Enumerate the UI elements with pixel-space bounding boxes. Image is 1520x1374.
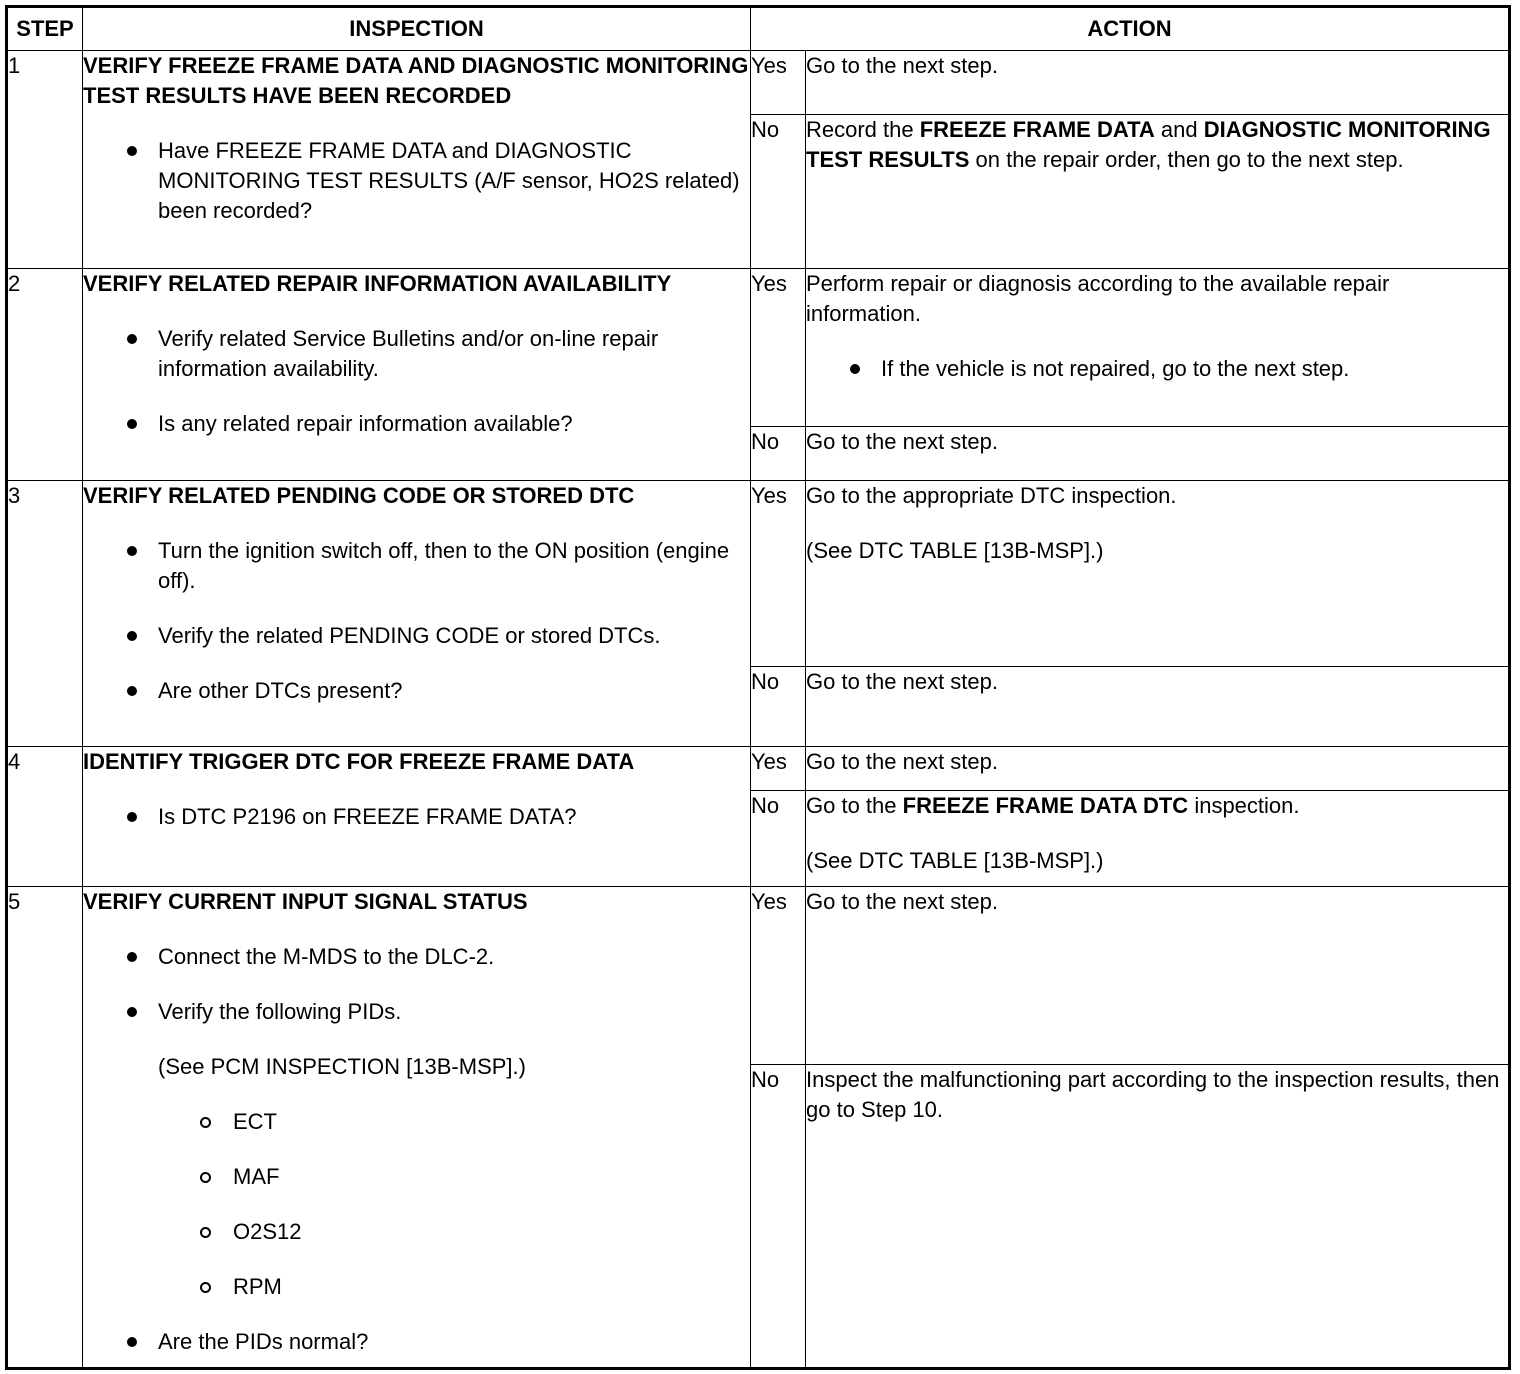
step-inspection (83, 481, 751, 747)
yes-action: Go to the next step. (806, 747, 1510, 791)
step-5-yes-row (7, 887, 1510, 1065)
no-label: No (751, 427, 806, 481)
bullet-item: Is DTC P2196 on FREEZE FRAME DATA? (83, 802, 750, 832)
pid-item: ECT (158, 1107, 750, 1137)
diagnostic-table (5, 5, 1511, 1370)
no-action: Go to the next step. (806, 427, 1510, 481)
bullet-item: Connect the M-MDS to the DLC-2. (83, 942, 750, 972)
bullet-item: If the vehicle is not repaired, go to the next step. (806, 354, 1508, 384)
header-row (7, 7, 1510, 51)
step-number: 5 (7, 887, 83, 1369)
step-title: VERIFY RELATED REPAIR INFORMATION AVAILABILITY (83, 271, 672, 296)
pid-item: O2S12 (158, 1217, 750, 1247)
step-inspection (83, 887, 751, 1369)
bullet-item: Are other DTCs present? (83, 676, 750, 706)
step-title: VERIFY FREEZE FRAME DATA AND DIAGNOSTIC MONITORING TEST RESULTS HAVE BEEN RECORDED (83, 53, 749, 108)
header-action: ACTION (751, 7, 1510, 51)
reference-text: (See DTC TABLE [13B-MSP].) (806, 848, 1104, 873)
step-title: VERIFY RELATED PENDING CODE OR STORED DTC (83, 483, 635, 508)
no-label: No (751, 791, 806, 887)
header-inspection: INSPECTION (83, 7, 751, 51)
pid-item: RPM (158, 1272, 750, 1302)
bullet-item: Verify the related PENDING CODE or stored DTCs. (83, 621, 750, 651)
yes-label: Yes (751, 269, 806, 427)
yes-label: Yes (751, 51, 806, 115)
bullet-item: Verify related Service Bulletins and/or on-line repair information availability. (83, 324, 750, 384)
step-inspection (83, 269, 751, 481)
step-inspection (83, 51, 751, 269)
step-title: IDENTIFY TRIGGER DTC FOR FREEZE FRAME DATA (83, 749, 635, 774)
header-step: STEP (7, 7, 83, 51)
yes-label: Yes (751, 481, 806, 667)
no-label: No (751, 667, 806, 747)
step-2-yes-row (7, 269, 1510, 427)
step-4-yes-row (7, 747, 1510, 791)
yes-action: Go to the next step. (806, 51, 1510, 115)
no-action: Go to the FREEZE FRAME DATA DTC inspection. (See DTC TABLE [13B-MSP].) (806, 791, 1510, 887)
step-number: 1 (7, 51, 83, 269)
no-label: No (751, 115, 806, 269)
yes-action: Perform repair or diagnosis according to the available repair information. If the vehicle is not repaired, go to the next step. (806, 269, 1510, 427)
yes-action: Go to the next step. (806, 887, 1510, 1065)
step-number: 2 (7, 269, 83, 481)
step-number: 3 (7, 481, 83, 747)
yes-label: Yes (751, 747, 806, 791)
bullet-item: Have FREEZE FRAME DATA and DIAGNOSTIC MONITORING TEST RESULTS (A/F sensor, HO2S related) been recorded? (83, 136, 750, 226)
bullet-item: Turn the ignition switch off, then to the ON position (engine off). (83, 536, 750, 596)
step-3-yes-row (7, 481, 1510, 667)
yes-label: Yes (751, 887, 806, 1065)
step-inspection (83, 747, 751, 887)
reference-text: (See DTC TABLE [13B-MSP].) (806, 538, 1104, 563)
bullet-item: Are the PIDs normal? (83, 1327, 750, 1357)
no-action: Go to the next step. (806, 667, 1510, 747)
no-label: No (751, 1065, 806, 1369)
step-title: VERIFY CURRENT INPUT SIGNAL STATUS (83, 889, 528, 914)
step-number: 4 (7, 747, 83, 887)
bullet-item: Is any related repair information available? (83, 409, 750, 439)
pid-item: MAF (158, 1162, 750, 1192)
bullet-item: Verify the following PIDs. (83, 997, 750, 1027)
reference-text: (See PCM INSPECTION [13B-MSP].) (158, 1054, 526, 1079)
no-action: Record the FREEZE FRAME DATA and DIAGNOSTIC MONITORING TEST RESULTS on the repair order, then go to the next step. (806, 115, 1510, 269)
no-action: Inspect the malfunctioning part according to the inspection results, then go to Step 10. (806, 1065, 1510, 1369)
step-1-yes-row (7, 51, 1510, 115)
yes-action: Go to the appropriate DTC inspection. (See DTC TABLE [13B-MSP].) (806, 481, 1510, 667)
